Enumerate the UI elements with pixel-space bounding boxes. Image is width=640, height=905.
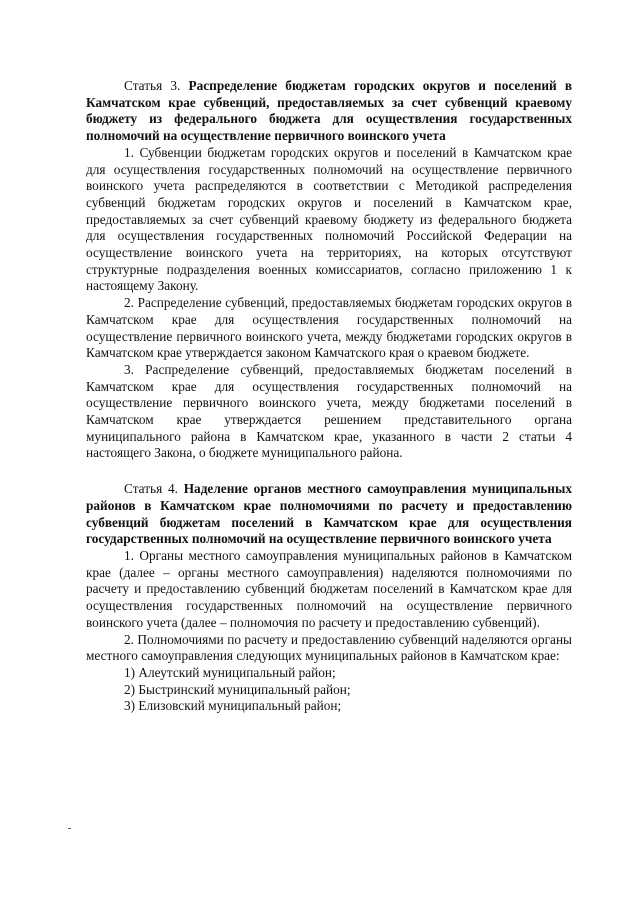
article-4-heading — [86, 481, 572, 548]
district-list-item-3: 3) Елизовский муниципальный район; — [124, 698, 342, 714]
article-3-paragraph-2: 2. Распределение субвенций, предоставляемых бюджетам городских округов в Камчатском крае для осуществления государственных полномочий на осуществление первичного воинского учета, между бюджетами городских округов в Камчатском крае утверждается законом Камчатского края о краевом бюджете. — [86, 295, 572, 361]
article-4-title: Наделение органов местного самоуправления муниципальных районов в Камчатском крае полномочиями по расчету и предоставлению субвенций бюджетам поселений в Камчатском крае для осуществления государственных полномочий на осуществление первичного воинского учета — [86, 481, 573, 547]
article-4-paragraph-1: 1. Органы местного самоуправления муниципальных районов в Камчатском крае (далее – органы местного самоуправления) наделяются полномочиями по расчету и предоставлению субвенций бюджетам поселений в Камчатском крае для осуществления государственных полномочий на осуществление первичного воинского учета (далее – полномочия по расчету и предоставлению субвенций). — [86, 547, 572, 630]
article-4-paragraph-2: 2. Полномочиями по расчету и предоставлению субвенций наделяются органы местного самоуправления следующих муниципальных районов в Камчатском крае: — [86, 631, 572, 664]
article-3-paragraph-1: 1. Субвенции бюджетам городских округов и поселений в Камчатском крае для осуществления государственных полномочий на осуществление первичного воинского учета распределяются в соответствии с Методикой распределения субвенций бюджетам городских округов и поселений в Камчатском крае, предоставляемых за счет субвенций краевому бюджету из федерального бюджета для осуществления государственных полномочий Российской Федерации на осуществление воинского учета на территориях, на которых отсутствуют структурные подразделения военных комиссариатов, согласно приложению 1 к настоящему Закону. — [86, 144, 572, 294]
article-4-number: Статья 4. — [124, 481, 178, 497]
article-3-title: Распределение бюджетам городских округов и поселений в Камчатском крае субвенций, предоставляемых за счет субвенций краевому бюджету из федерального бюджета для осуществления государственных полномочий на осуществление первичного воинского учета — [86, 78, 573, 144]
article-3-number: Статья 3. — [124, 78, 181, 93]
document-body — [86, 78, 572, 715]
district-list-item-1: 1) Алеутский муниципальный район; — [124, 664, 336, 680]
article-3-heading — [86, 78, 572, 145]
district-list-item-2: 2) Быстринский муниципальный район; — [124, 681, 351, 697]
article-3-paragraph-3: 3. Распределение субвенций, предоставляемых бюджетам поселений в Камчатском крае для осуществления государственных полномочий на осуществление первичного воинского учета, между бюджетами поселений в Камчатском крае утверждается решением представительного органа муниципального района в Камчатском крае, указанного в части 2 статьи 4 настоящего Закона, о бюджете муниципального района. — [86, 361, 572, 461]
scan-margin-mark — [68, 828, 71, 829]
article-spacer — [86, 462, 572, 481]
